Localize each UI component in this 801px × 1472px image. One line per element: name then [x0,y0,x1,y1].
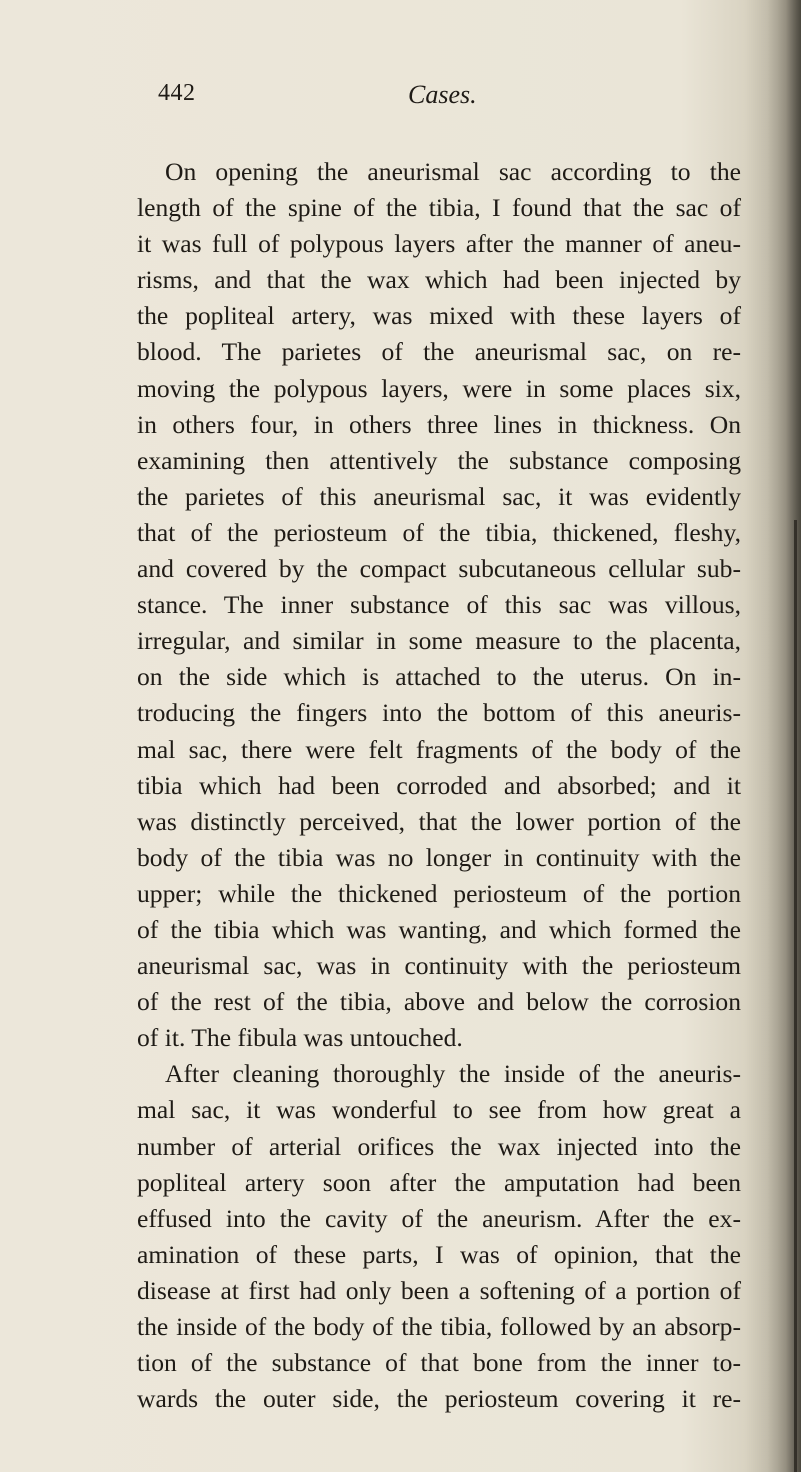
text-line: moving the polypous layers, were in some places six, [137,373,741,403]
page-header [0,80,801,124]
text-line: of the rest of the tibia, above and below the corrosion [137,987,741,1017]
body-text [137,154,741,1417]
text-line: body of the tibia was no longer in continuity with the [137,842,741,872]
text-line: the inside of the body of the tibia, followed by an absorp- [137,1312,741,1341]
text-line: tion of the substance of that bone from the inner to- [137,1348,741,1378]
text-line: the parietes of this aneurismal sac, it was evidently [137,481,741,511]
text-line: of it. The fibula was untouched. [137,1023,463,1053]
text-line: that of the periosteum of the tibia, thickened, fleshy, [137,517,741,547]
text-line: in others four, in others three lines in thickness. On [137,409,741,439]
text-line: number of arterial orifices the wax injected into the [137,1131,741,1161]
text-line: irregular, and similar in some measure to the placenta, [137,626,741,656]
text-line: blood. The parietes of the aneurismal sac, on re- [137,337,741,367]
text-line: examining then attentively the substance composing [137,445,741,475]
text-line: amination of these parts, I was of opinion, that the [137,1239,741,1269]
text-line: stance. The inner substance of this sac was villous, [137,590,741,620]
text-line: aneurismal sac, was in continuity with the periosteum [137,951,741,981]
text-line: and covered by the compact subcutaneous cellular sub- [137,554,741,584]
paragraph-2 [137,1056,741,1417]
text-line: upper; while the thickened periosteum of the portion [137,878,741,908]
text-line: the popliteal artery, was mixed with these layers of [137,301,741,331]
text-line: mal sac, there were felt fragments of the body of the [137,734,741,764]
page-number: 442 [158,80,196,106]
text-line: was distinctly perceived, that the lower portion of the [137,806,741,836]
text-line: troducing the fingers into the bottom of this aneuris- [137,698,741,728]
text-line: wards the outer side, the periosteum covering it re- [137,1384,741,1414]
text-line: On opening the aneurismal sac according to the [165,157,741,186]
text-line: length of the spine of the tibia, I found that the sac of [137,193,741,223]
text-line: tibia which had been corroded and absorbed; and it [137,770,741,800]
text-line: effused into the cavity of the aneurism. After the ex- [137,1203,741,1233]
page-edge-line [794,520,797,1472]
text-line: on the side which is attached to the uterus. On in- [137,662,741,692]
text-line: disease at first had only been a softening of a portion of [137,1275,741,1305]
running-head: Cases. [408,80,477,109]
paragraph-1 [137,154,741,1056]
text-line: mal sac, it was wonderful to see from how great a [137,1095,741,1125]
text-line: it was full of polypous layers after the manner of aneu- [137,229,741,259]
text-line: of the tibia which was wanting, and which formed the [137,914,741,944]
text-line: After cleaning thoroughly the inside of the aneuris- [165,1059,741,1089]
text-line: popliteal artery soon after the amputation had been [137,1167,741,1197]
text-line: risms, and that the wax which had been injected by [137,265,741,295]
